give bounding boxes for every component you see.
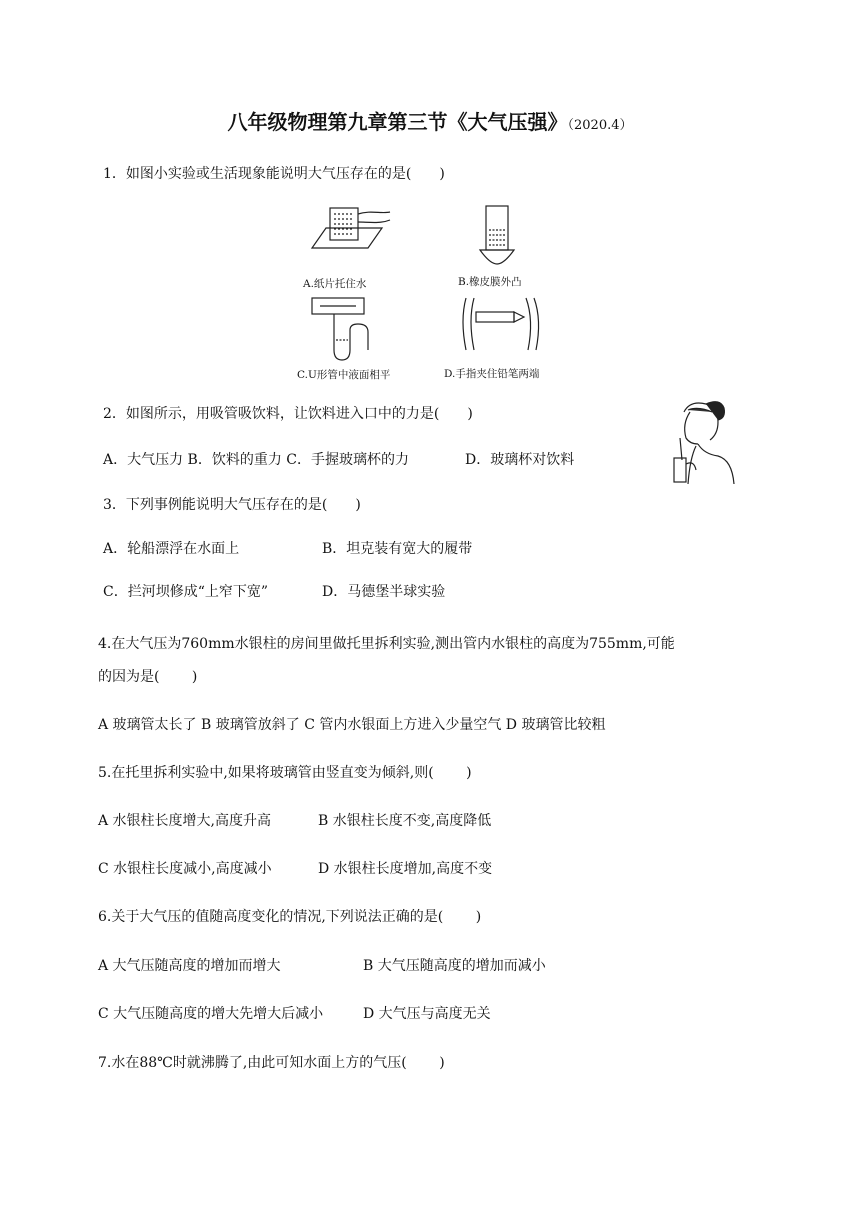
q1-figure [290,200,590,385]
figure-c-u-tube-icon [312,298,368,360]
figure-b-tube-membrane-icon [480,206,514,264]
q5-option-b: B 水银柱长度不变,高度降低 [318,813,492,829]
q5-stem: 5.在托里拆利实验中,如果将玻璃管由竖直变为倾斜,则( ) [98,765,472,781]
q3-option-c: C．拦河坝修成“上窄下宽” [103,584,269,600]
q3-stem: 3．下列事例能说明大气压存在的是( ) [103,497,361,513]
title-date: （2020.4） [567,118,633,133]
q4-options: A 玻璃管太长了 B 玻璃管放斜了 C 管内水银面上方进入少量空气 D 玻璃管比较粗 [98,717,606,733]
q6-stem: 6.关于大气压的值随高度变化的情况,下列说法正确的是( ) [98,909,482,925]
q6-option-b: B 大气压随高度的增加而减小 [363,958,546,974]
figure-a-paper-cup-icon [312,208,390,248]
q4-stem-line1: 4.在大气压为760mm水银柱的房间里做托里拆利实验,测出管内水银柱的高度为755mm,可能 [98,636,675,652]
q6-option-d: D 大气压与高度无关 [363,1006,491,1022]
figure-b-caption: B.橡皮膜外凸 [458,276,522,288]
q5-option-c: C 水银柱长度减小,高度减小 [98,861,272,877]
q2-stem: 2．如图所示，用吸管吸饮料，让饮料进入口中的力是( ) [103,406,473,422]
q7-stem: 7.水在88℃时就沸腾了,由此可知水面上方的气压( ) [98,1055,445,1071]
q6-option-a: A 大气压随高度的增加而增大 [98,958,281,974]
girl-drinking-icon [660,398,740,490]
q2-options: A．大气压力 B．饮料的重力 C．手握玻璃杯的力 D．玻璃杯对饮料 [103,452,575,468]
figure-d-caption: D.手指夹住铅笔两端 [444,368,540,380]
figure-c-caption: C.U形管中液面相平 [297,369,391,381]
q4-stem-line2: 的因为是( ) [98,669,198,685]
q3-option-d: D．马德堡半球实验 [322,584,446,600]
q5-option-d: D 水银柱长度增加,高度不变 [318,861,493,877]
figure-a-caption: A.纸片托住水 [303,278,367,290]
q6-option-c: C 大气压随高度的增大先增大后减小 [98,1006,324,1022]
q3-option-a: A．轮船漂浮在水面上 [103,541,240,557]
figure-d-pencil-fingers-icon [463,298,539,350]
q3-option-b: B．坦克装有宽大的履带 [322,541,473,557]
q1-stem: 1．如图小实验或生活现象能说明大气压存在的是( ) [103,166,445,182]
q5-option-a: A 水银柱长度增大,高度升高 [98,813,272,829]
title-main: 八年级物理第九章第三节《大气压强》 [227,110,568,134]
page-title [0,106,860,135]
